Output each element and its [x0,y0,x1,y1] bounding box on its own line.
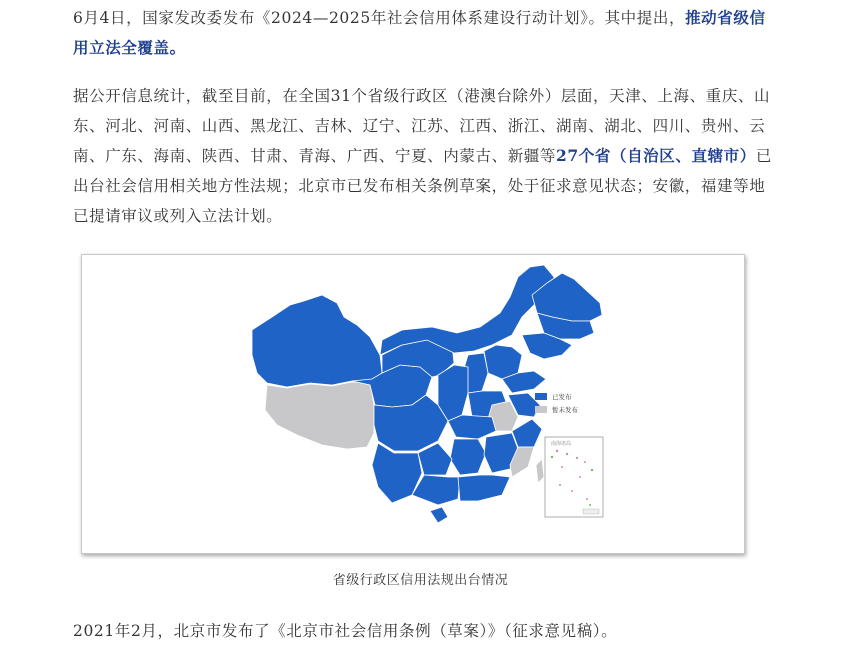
region-hainan [430,507,448,523]
beijing-text: 2021年2月，北京市发布了《北京市社会信用条例（草案）》（征求意见稿）。 [73,622,618,640]
figure-caption: 省级行政区信用法规出台情况 [332,573,509,588]
statistics-text-a: 据公开信息统计，截至目前，在全国31个省级行政区（港澳台除外）层面，天津、上海、重庆、山东、河北、河南、山西、黑龙江、吉林、辽宁、江苏、江西、浙江、湖南、湖北、四川、贵州、云南、广东、海南、陕西、甘肃、青海、广西、宁夏、内蒙古、新疆等 [73,87,771,165]
region-guangdong [458,475,510,501]
inset-label: 南海诸岛 [551,441,572,447]
region-hunan [450,439,486,475]
intro-paragraph [73,3,773,63]
south-china-sea-inset [545,437,603,517]
region-xinjiang [252,295,382,387]
intro-text: 6月4日，国家发改委发布《2024—2025年社会信用体系建设行动计划》。其中提出， [73,9,686,27]
legend-label-published: 已发布 [552,393,572,401]
region-hubei [448,415,496,439]
statistics-paragraph [73,81,773,231]
region-tibet [265,382,374,449]
region-zhejiang [512,419,542,447]
region-taiwan [536,459,544,483]
legend-label-unpublished: 暂未发布 [552,406,578,414]
province-map-figure [81,254,745,554]
legend-swatch-published [535,393,547,400]
statistics-text-c: 已出台社会信用相关地方性法规；北京市已发布相关条例草案，处于征求意见状态；安徽，福建等地已提请审议或列入立法计划。 [73,147,772,225]
map-legend [535,392,579,414]
legend-swatch-unpublished [535,406,547,413]
statistics-highlight: 27个省（自治区、直辖市） [556,146,756,165]
beijing-paragraph [73,616,773,646]
intro-highlight: 推动省级信用立法全覆盖。 [73,8,766,57]
china-map [82,255,744,553]
